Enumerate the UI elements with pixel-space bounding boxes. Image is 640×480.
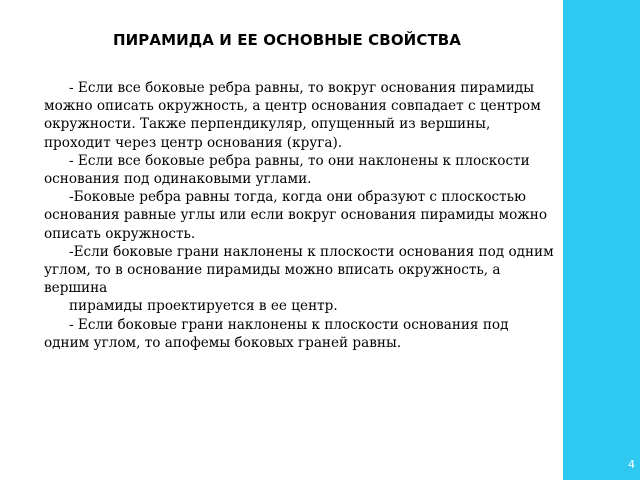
paragraph-3: -Боковые ребра равны тогда, когда они образуют с плоскостью основания равные углы или если вокруг основания пирамиды можно описать окружность.: [44, 189, 548, 242]
slide-body: [44, 79, 556, 352]
paragraph-2: - Если все боковые ребра равны, то они наклонены к плоскости основания под одинаковыми углами.: [44, 152, 530, 188]
paragraph-4: -Если боковые грани наклонены к плоскости основания под одним углом, то в основание пирамиды можно вписать окружность, а вершина: [44, 243, 554, 297]
slide-title: ПИРАМИДА И ЕЕ ОСНОВНЫЕ СВОЙСТВА: [112, 31, 462, 49]
accent-sidebar: [563, 0, 640, 480]
paragraph-5: пирамиды проектируется в ее центр.: [69, 298, 338, 315]
slide-number: 4: [628, 458, 635, 471]
paragraph-6: - Если боковые грани наклонены к плоскости основания под одним углом, то апофемы боковых граней равны.: [44, 316, 509, 351]
paragraph-1: - Если все боковые ребра равны, то вокруг основания пирамиды можно описать окружность, а центр основания совпадает с центром окружности. Также перпендикуляр, опущенный из вершины, проходит через центр основания (круга).: [44, 80, 541, 151]
